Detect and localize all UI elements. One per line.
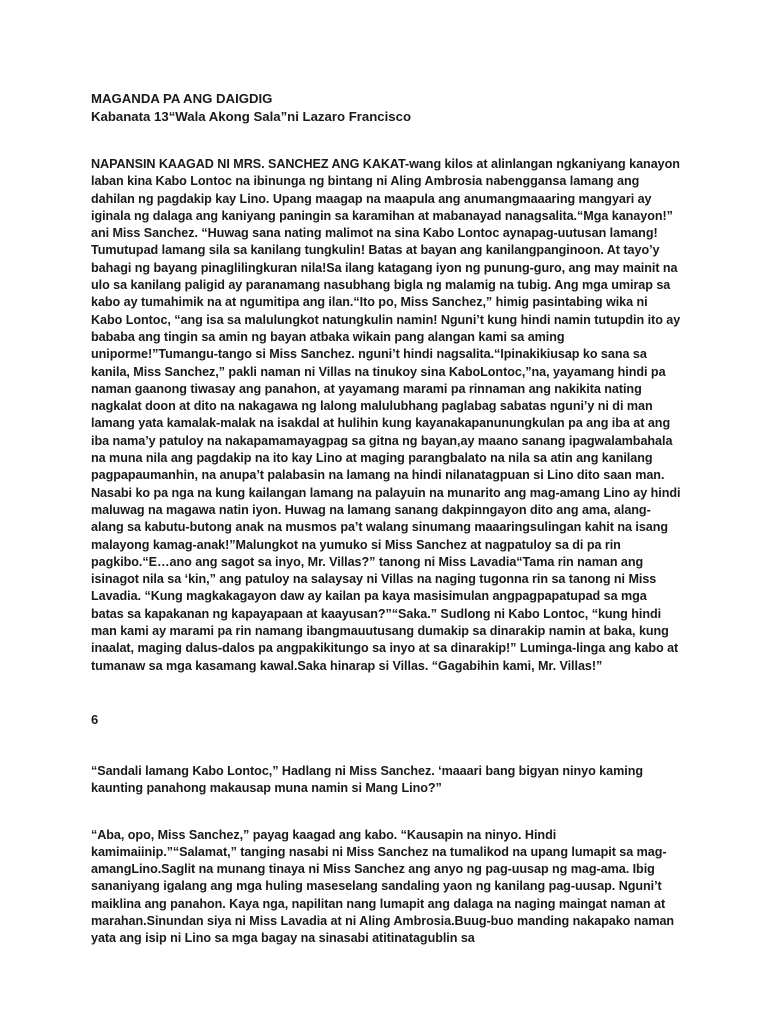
body-paragraph-3: “Aba, opo, Miss Sanchez,” payag kaagad ang kabo. “Kausapin na ninyo. Hindi kamimaiinip.”“Salamat,” tanging nasabi ni Miss Sanchez na tumalikod na upang lumapit sa mag-amangLino.Saglit na munang tinaya ni Miss Sanchez ang anyo ng pag-uusap ng mag-ama. Ibig sananiyang igalang ang mga huling maseselang sandaling yaon ng kanilang pag-uusap. Nguni’t maiklina ang panahon. Kaya nga, napilitan nang lumapit ang dalaga na naging maingat naman at marahan.Sinundan siya ni Miss Lavadia at ni Aling Ambrosia.Buug-buo manding nakapako naman yata ang isip ni Lino sa mga bagay na sinasabi atitinatagublin sa [91,827,675,946]
body-paragraph-1: NAPANSIN KAAGAD NI MRS. SANCHEZ ANG KAKAT-wang kilos at alinlangan ngkaniyang kanayon laban kina Kabo Lontoc na ibinunga ng bintang ni Aling Ambrosia nabenggansa lamang ang dahilan ng pagdakip kay Lino. Upang maagap na maapula ang anumangmaaaring mangyari ay iginala ng dalaga ang kaniyang paningin sa karamihan at mabanayad nanagsalita.“Mga kanayon!” ani Miss Sanchez. “Huwag sana nating malimot na sina Kabo Lontoc aynapag-uutusan lamang! Tumutupad lamang sila sa kanilang tungkulin! Batas at bayan ang kanilangpanginoon. At tayo’y bahagi ng bayang pinaglilingkuran nila!Sa ilang katagang iyon ng punung-guro, ang may mainit na ulo sa kanilang paligid ay paranamang nasubhang bigla ng malamig na tubig. Ang mga umirap sa kabo ay tumahimik na at ngumitipa ang ilan.“Ito po, Miss Sanchez,” himig pasintabing wika ni Kabo Lontoc, “ang isa sa malulungkot natungkulin namin! Nguni’t kung hindi namin tutupdin ito ay bababa ang tingin sa amin ng bayan atbaka wikain pang alangan kami sa aming uniporme!”Tumangu-tango si Miss Sanchez. nguni’t hindi nagsalita.“Ipinakikiusap ko sana sa kanila, Miss Sanchez,” pakli naman ni Villas na tinukoy sina KaboLontoc,”na, yayamang hindi pa naman gaanong tiwasay ang panahon, at yayamang marami pa rinnaman ang nakikita nating nagkalat doon at dito na nakagawa ng lalong malulubhang paglabag sabatas nguni’y ni di man lamang yata kamalak-malak na isakdal at hulihin kung kayanakapanunungkulan pa ang iba at ang iba nama’y patuloy na nakapamamayagpag sa gitna ng bayan,ay maano sanang ipagwalambahala na muna nila ang pagdakip na ito kay Lino at maging parangbalato na nila sa atin ang kanilang pagpapaumanhin, na anupa’t palabasin na lamang na hindi nilanatagpuan si Lino dito saan man. Nasabi ko pa nga na kung kailangan lamang na palayuin na munarito ang mag-amang Lino ay hindi maluwag na magawa natin iyon. Huwag na lamang sanang dakpinngayon dito ang ama, alang-alang sa kabutu-butong anak na musmos pa’t walang sinumang maaaringsulingan kahit na isang malayong kamag-anak!”Malungkot na yumuko si Miss Sanchez at nagpatuloy sa di pa rin pagkibo.“E…ano ang sagot sa inyo, Mr. Villas?” tanong ni Miss Lavadia“Tama rin naman ang isinagot nila sa ‘kin,” ang patuloy na salaysay ni Villas na naging tugonna rin sa tanong ni Miss Lavadia. “Kung magkakagayon daw ay kailan pa kaya masisimulan angpagpapatupad sa mga batas sa kapakanan ng kapayapaan at kaayusan?”“Saka.” Sudlong ni Kabo Lontoc, “kung hindi man kami ay marami pa rin namang ibangmauutusang dumakip sa dinarakip namin at baka, kung inaalat, maging dalus-dalos pa angpakikitungo sa inyo at sa dinarakip!” Luminga-linga ang kabo at tumanaw sa mga kasamang kawal.Saka hinarap si Villas. “Gagabihin kami, Mr. Villas!” [91,157,681,673]
document-title: MAGANDA PA ANG DAIGDIG [91,91,273,106]
body-paragraph-2: “Sandali lamang Kabo Lontoc,” Hadlang ni Miss Sanchez. ‘maaari bang bigyan ninyo kaming kaunting panahong makausap muna namin si Mang Lino?” [91,763,643,796]
page-number: 6 [91,711,99,727]
chapter-subtitle: Kabanata 13“Wala Akong Sala”ni Lazaro Francisco [91,109,412,124]
document-page [91,90,681,948]
